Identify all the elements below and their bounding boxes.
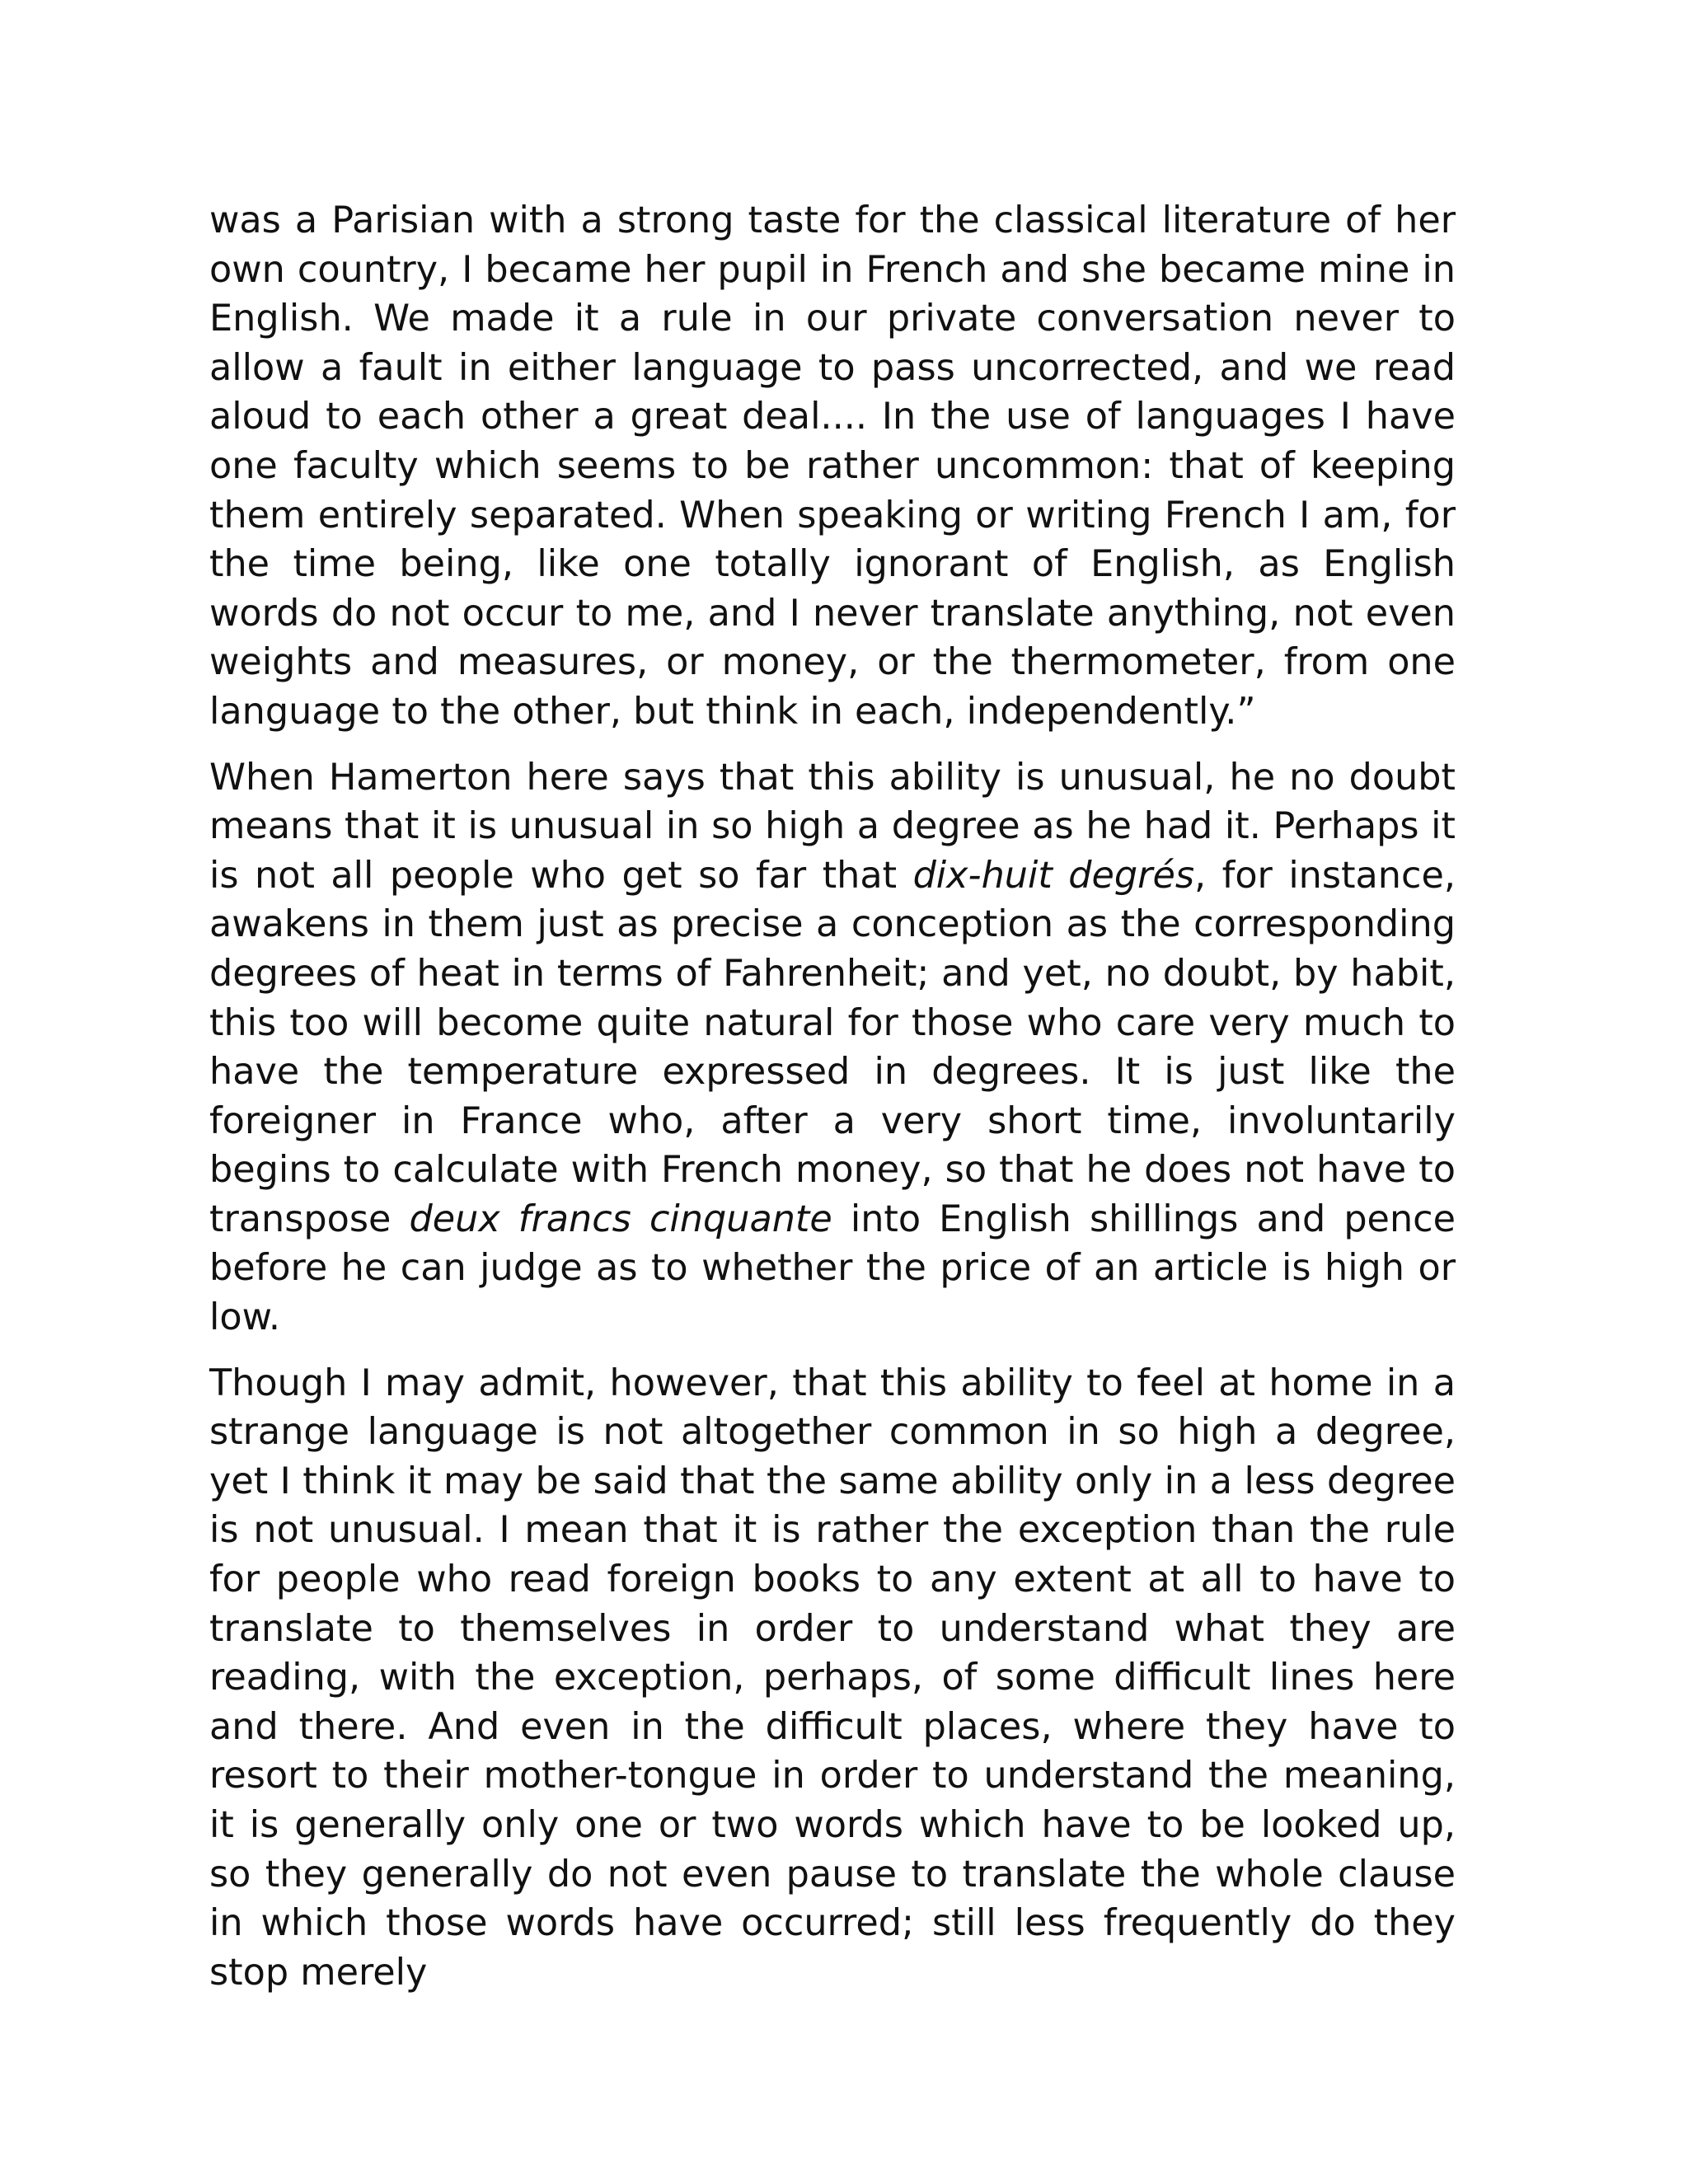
paragraph-text: When Hamerton here says that this ability is unusual, he no doubt means that it is unusual in so high a degree as he had it. Perhaps it is not all people who get so far that xyxy=(209,756,1456,897)
page-body xyxy=(209,196,1456,2013)
italic-phrase-dix-huit-degres: dix-huit degrés xyxy=(912,854,1195,897)
paragraph-strange-language xyxy=(209,1359,1456,1998)
paragraph-text: into English shillings and pence before he can judge as to whether the price of an article is high or low. xyxy=(209,1197,1456,1339)
paragraph-quote-end xyxy=(209,196,1456,737)
paragraph-hamerton xyxy=(209,753,1456,1343)
paragraph-text: , for instance, awakens in them just as precise a conception as the corresponding degrees of heat in terms of Fahrenheit; and yet, no doubt, by habit, this too will become quite natural for those who care very much to have the temperature expressed in degrees. It is just like the foreigner in France who, after a very short time, involuntarily begins to calculate with French money, so that he does not have to transpose xyxy=(209,854,1456,1240)
italic-phrase-deux-francs-cinquante: deux francs cinquante xyxy=(409,1197,832,1240)
paragraph-text: was a Parisian with a strong taste for the classical literature of her own country, I became her pupil in French and she became mine in English. We made it a rule in our private conversation never to allow a fault in either language to pass uncorrected, and we read aloud to each other a great deal.... In the use of languages I have one faculty which seems to be rather uncommon: that of keeping them entirely separated. When speaking or writing French I am, for the time being, like one totally ignorant of English, as English words do not occur to me, and I never translate anything, not even weights and measures, or money, or the thermometer, from one language to the other, but think in each, independently.” xyxy=(209,199,1456,733)
paragraph-text: Though I may admit, however, that this ability to feel at home in a strange language is not altogether common in so high a degree, yet I think it may be said that the same ability only in a less degree is not unusual. I mean that it is rather the exception than the rule for people who read foreign books to any extent at all to have to translate to themselves in order to understand what they are reading, with the exception, perhaps, of some difficult lines here and there. And even in the difficult places, where they have to resort to their mother-tongue in order to understand the meaning, it is generally only one or two words which have to be looked up, so they generally do not even pause to translate the whole clause in which those words have occurred; still less frequently do they stop merely xyxy=(209,1361,1456,1994)
